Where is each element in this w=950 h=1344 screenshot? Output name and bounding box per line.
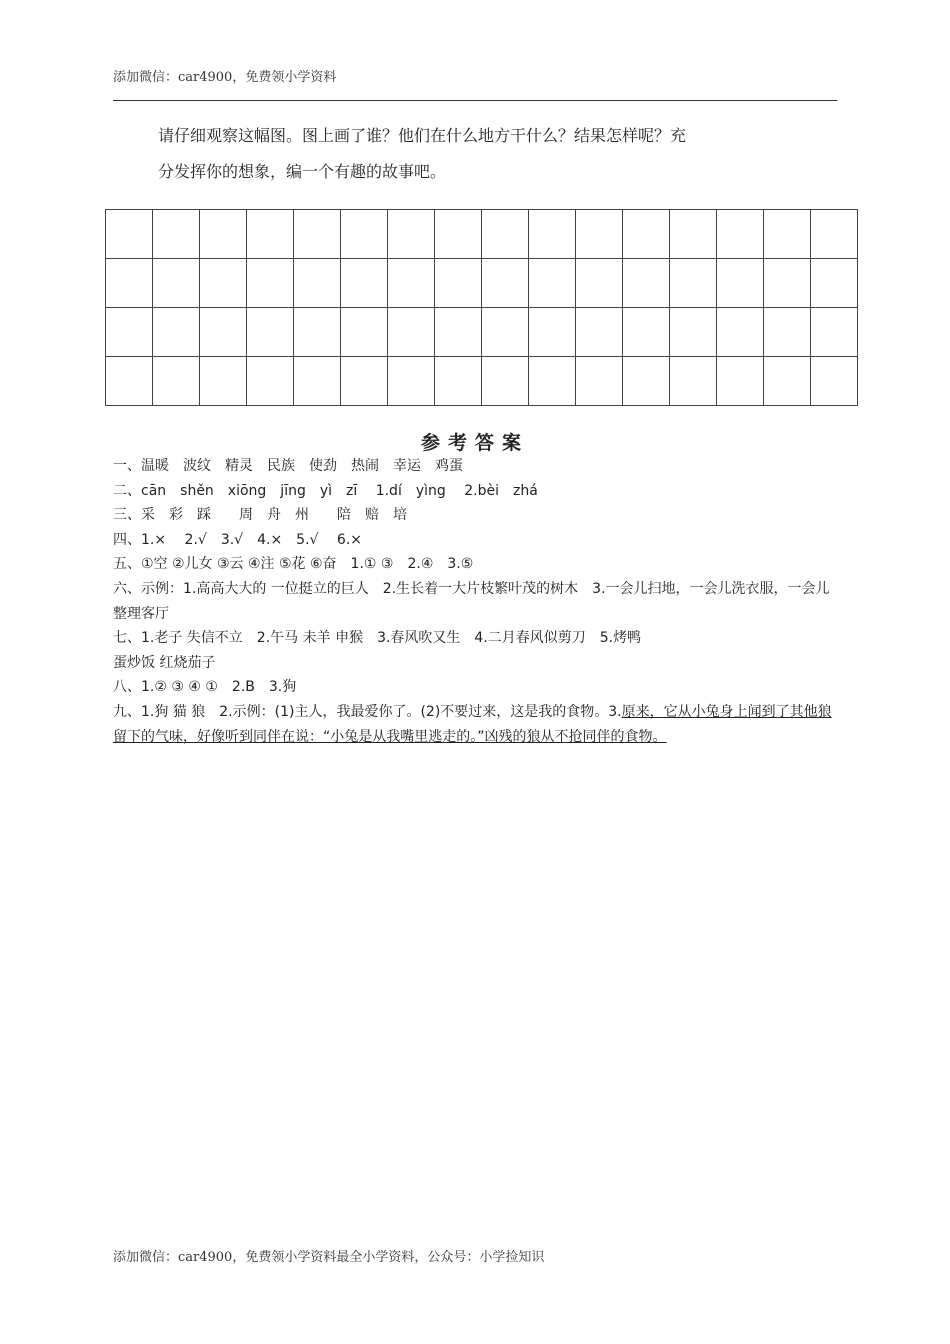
grid-cell xyxy=(200,308,247,357)
grid-cell xyxy=(435,210,482,259)
grid-cell xyxy=(294,210,341,259)
grid-cell xyxy=(529,357,576,406)
grid-cell xyxy=(811,308,858,357)
grid-cell xyxy=(200,259,247,308)
grid-cell xyxy=(623,210,670,259)
answer-line-4: 四、1.× 2.√ 3.√ 4.× 5.√ 6.× xyxy=(113,531,362,548)
grid-cell xyxy=(529,308,576,357)
grid-cell xyxy=(482,308,529,357)
grid-cell xyxy=(764,259,811,308)
grid-cell xyxy=(388,259,435,308)
grid-cell xyxy=(341,210,388,259)
grid-cell xyxy=(717,308,764,357)
grid-cell xyxy=(482,210,529,259)
grid-cell xyxy=(435,357,482,406)
grid-row xyxy=(106,357,858,406)
answer-line-9 xyxy=(113,700,837,749)
answer-line-6: 六、示例：1.高高大大的 一位挺立的巨人 2.生长着一大片枝繁叶茂的树木 3.一会儿扫地，一会儿洗衣服，一会儿整理客厅 xyxy=(113,580,830,622)
grid-cell xyxy=(529,210,576,259)
grid-cell xyxy=(106,308,153,357)
grid-cell xyxy=(247,210,294,259)
answer-line-7a: 七、1.老子 失信不立 2.午马 未羊 申猴 3.春风吹又生 4.二月春风似剪刀 5.烤鸭 xyxy=(113,630,642,647)
answer-key xyxy=(113,454,837,749)
grid-cell xyxy=(717,357,764,406)
grid-cell xyxy=(717,210,764,259)
grid-row xyxy=(106,308,858,357)
answer-line-2: 二、cān shěn xiōng jīng yì zī 1.dí yìng 2.bèi zhá xyxy=(113,482,538,499)
grid-cell xyxy=(106,259,153,308)
grid-cell xyxy=(670,308,717,357)
grid-cell xyxy=(247,259,294,308)
grid-cell xyxy=(153,357,200,406)
grid-row xyxy=(106,210,858,259)
grid-cell xyxy=(764,357,811,406)
grid-cell xyxy=(294,357,341,406)
answer-line-9-text: 九、1.狗 猫 狼 2.示例：(1)主人，我最爱你了。(2)不要过来，这是我的食物。3. xyxy=(113,703,622,720)
grid-cell xyxy=(388,210,435,259)
grid-cell xyxy=(435,308,482,357)
grid-cell xyxy=(247,357,294,406)
grid-cell xyxy=(388,357,435,406)
grid-cell xyxy=(294,308,341,357)
grid-cell xyxy=(482,357,529,406)
grid-cell xyxy=(623,357,670,406)
grid-cell xyxy=(529,259,576,308)
grid-cell xyxy=(811,357,858,406)
grid-cell xyxy=(811,210,858,259)
grid-cell xyxy=(764,308,811,357)
answers-title: 参考答案 xyxy=(420,432,529,454)
grid-cell xyxy=(811,259,858,308)
grid-cell xyxy=(623,308,670,357)
answer-line-7b: 蛋炒饭 红烧茄子 xyxy=(113,654,216,671)
answer-line-8: 八、1.② ③ ④ ① 2.B 3.狗 xyxy=(113,679,297,696)
answer-line-5: 五、①空 ②儿女 ③云 ④注 ⑤花 ⑥奋 1.① ③ 2.④ 3.⑤ xyxy=(113,556,474,573)
grid-cell xyxy=(200,210,247,259)
grid-cell xyxy=(717,259,764,308)
answer-line-3: 三、采 彩 踩 周 舟 州 陪 赔 培 xyxy=(113,507,407,524)
page-footer: 添加微信：car4900，免费领小学资料最全小学资料，公众号：小学捡知识 xyxy=(113,1250,545,1265)
grid-cell xyxy=(341,357,388,406)
grid-cell xyxy=(576,210,623,259)
grid-cell xyxy=(153,210,200,259)
prompt-line-2: 分发挥你的想象，编一个有趣的故事吧。 xyxy=(158,162,447,181)
writing-prompt xyxy=(113,118,837,190)
grid-cell xyxy=(247,308,294,357)
grid-cell xyxy=(576,259,623,308)
grid-cell xyxy=(623,259,670,308)
answer-line-1: 一、温暖 波纹 精灵 民族 使劲 热闹 幸运 鸡蛋 xyxy=(113,458,463,474)
grid-cell xyxy=(106,210,153,259)
grid-cell xyxy=(764,210,811,259)
answer-line-9-underlined: 原来，它从小兔身上闻到了其他狼留下的气味，好像听到同伴在说：“小兔是从我嘴里逃走的。”凶残的狼从不抢同伴的食物。 xyxy=(113,703,832,745)
prompt-line-1: 请仔细观察这幅图。图上画了谁？他们在什么地方干什么？结果怎样呢？充 xyxy=(158,126,687,145)
grid-cell xyxy=(153,308,200,357)
grid-cell xyxy=(294,259,341,308)
grid-cell xyxy=(341,259,388,308)
grid-cell xyxy=(670,357,717,406)
writing-grid xyxy=(105,209,858,406)
grid-row xyxy=(106,259,858,308)
header-divider xyxy=(113,100,837,101)
grid-cell xyxy=(341,308,388,357)
grid-cell xyxy=(576,357,623,406)
grid-cell xyxy=(482,259,529,308)
grid-cell xyxy=(153,259,200,308)
grid-cell xyxy=(435,259,482,308)
grid-cell xyxy=(576,308,623,357)
page-header: 添加微信：car4900，免费领小学资料 xyxy=(113,70,337,85)
grid-cell xyxy=(200,357,247,406)
grid-cell xyxy=(106,357,153,406)
grid-cell xyxy=(388,308,435,357)
grid-cell xyxy=(670,210,717,259)
grid-cell xyxy=(670,259,717,308)
